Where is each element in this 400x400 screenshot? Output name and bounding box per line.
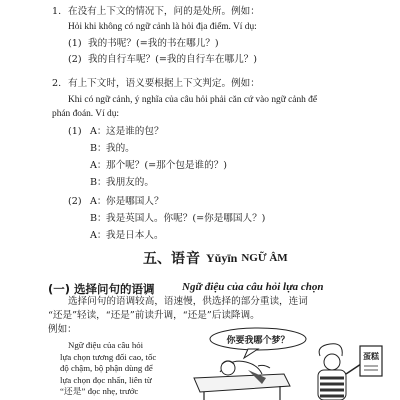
dialogue-line: 我是英国人。你呢？(=你是哪国人？) [106,213,266,224]
section-title-chinese: 语音 [171,251,201,267]
dialogue-line: 这是谁的包？ [106,126,164,137]
dialogue-speaker: B： [90,143,107,154]
dialogue-speaker: A： [90,196,107,207]
item1-example2-number: (2) [68,54,82,65]
dialogue-line: 你是哪国人？ [106,196,164,207]
dialogue-line: 那个呢？(=那个包是谁的？) [106,160,228,171]
item1-example1-number: (1) [68,38,82,49]
item1-chinese-text: 在没有上下文的情况下，问的是处所。例如： [68,6,260,17]
dialogue-speaker: A： [90,160,107,171]
bubble-text: 你要我哪个梦？ [226,336,290,346]
item1-example2: 我的自行车呢？(=我的自行车在哪儿？) [88,54,258,65]
dialogue-speaker: B： [90,213,107,224]
dialogue-line: 我是日本人。 [106,230,164,241]
item2-vietnamese-line-2: phán đoán. Ví dụ: [52,109,120,119]
subsection-title-vietnamese: Ngữ điệu của câu hỏi lựa chọn [182,281,324,293]
explanation-line: Ngữ điệu của câu hỏi [68,340,144,350]
subsection-title: (一) 选择问句的语调 [48,282,155,296]
section-heading [143,248,288,268]
item2-chinese-text: 有上下文时，语义要根据上下文判定。例如： [68,78,260,89]
section-title-vietnamese: NGỮ ÂM [241,252,288,264]
item2-vietnamese-line-1: Khi có ngữ cảnh, ý nghĩa của câu hỏi phải căn cứ vào ngữ cảnh để [68,95,318,105]
dialogue-speaker: A： [90,126,107,137]
item1-number: 1. [52,6,62,17]
section-pinyin: Yǔyīn [206,250,238,265]
item1-vietnamese-text: Hỏi khi không có ngữ cảnh là hỏi địa điểm. Ví dụ: [68,22,257,32]
speech-bubble [210,328,306,358]
sign-text: 蛋糕 [363,352,379,361]
explanation-line: lựa chọn đọc nhấn, liên từ [60,374,152,385]
item2-example2-number: (2) [68,196,82,207]
dialogue-line: 我的。 [106,143,135,154]
dialogue-line: 我朋友的。 [106,177,154,188]
explanation-line: độ chậm, bộ phận dùng để [60,363,153,374]
dialogue-speaker: A： [90,230,107,241]
baker-icon [318,344,364,400]
subsection-body-line-3: 例如： [48,324,77,335]
item2-example1-number: (1) [68,126,82,137]
sleeping-person-icon [194,361,290,400]
subsection-body-line-2: “还是”轻读，“还是”前读升调，“还是”后读降调。 [48,310,260,321]
item2-number: 2. [52,78,62,89]
dialogue-speaker: B： [90,177,107,188]
subsection-body-line-1: 选择问句的语调较高，语速慢，供选择的部分重读，连词 [68,296,308,307]
item1-example1: 我的书呢？(=我的书在哪儿？) [88,38,219,49]
cartoon-illustration [108,326,400,400]
explanation-line: “还是” đọc nhẹ, trước [60,386,139,397]
section-number: 五、 [143,251,171,267]
cake-sign [360,346,382,376]
explanation-line: lựa chọn tương đối cao, tốc [60,351,157,362]
